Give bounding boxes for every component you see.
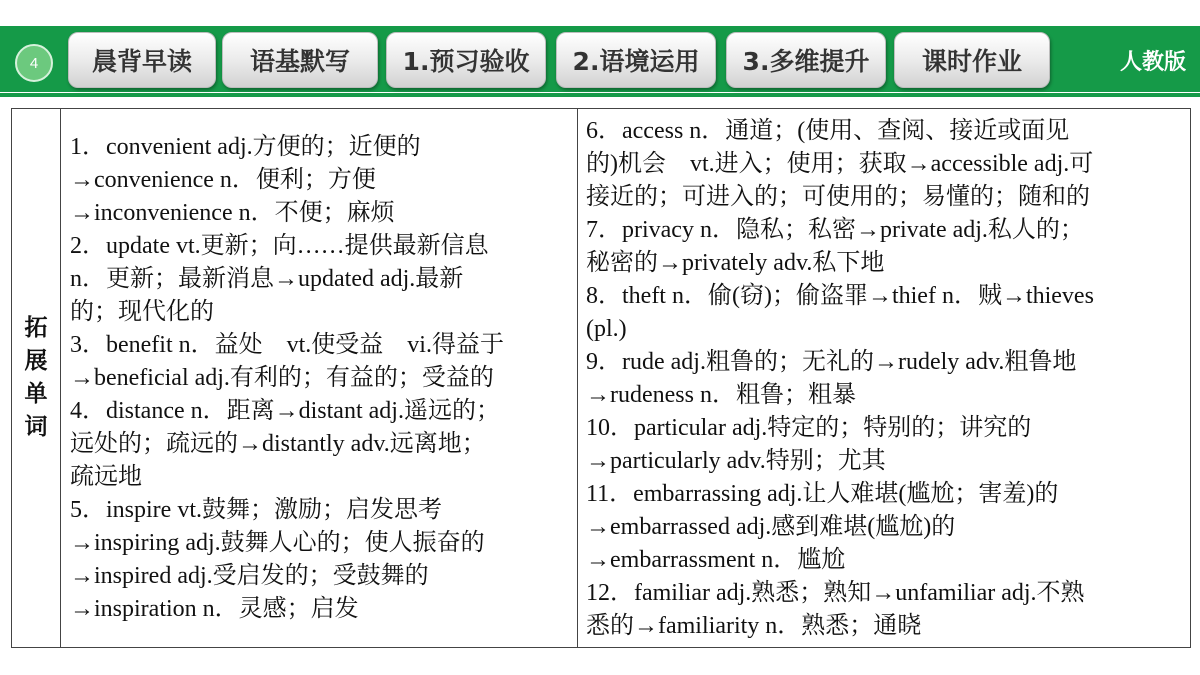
header-divider (0, 93, 1200, 97)
vocab-line: 1．convenient adj.方便的；近便的 (70, 134, 421, 160)
vocab-line: →inconvenience n．不便；麻烦 (70, 200, 395, 226)
vocab-column-left (60, 109, 578, 647)
tab-morning-reading[interactable]: 晨背早读 (68, 32, 216, 88)
vocab-line: 6．access n．通道；(使用、查阅、接近或面见 (586, 118, 1070, 144)
vocab-line: →inspired adj.受启发的；受鼓舞的 (70, 563, 429, 589)
vocab-line: 接近的；可进入的；可使用的；易懂的；随和的 (586, 184, 1090, 210)
vocab-line: 秘密的→privately adv.私下地 (586, 250, 885, 276)
vocab-line: 5．inspire vt.鼓舞；激励；启发思考 (70, 497, 442, 523)
vocab-line: 11．embarrassing adj.让人难堪(尴尬；害羞)的 (586, 481, 1059, 507)
tab-basic-dictation[interactable]: 语基默写 (222, 32, 378, 88)
vocab-line: 12．familiar adj.熟悉；熟知→unfamiliar adj.不熟 (586, 580, 1085, 606)
vocab-line: 2．update vt.更新；向……提供最新信息 (70, 233, 489, 259)
row-label-char: 单 (24, 381, 48, 407)
vocab-line: 的；现代化的 (70, 299, 214, 325)
vocab-line: (pl.) (586, 316, 627, 342)
vocab-line: 9．rude adj.粗鲁的；无礼的→rudely adv.粗鲁地 (586, 349, 1077, 375)
vocab-line: 疏远地 (70, 464, 142, 490)
vocab-line: →beneficial adj.有利的；有益的；受益的 (70, 365, 494, 391)
vocab-line: 8．theft n．偷(窃)；偷盗罪→thief n．贼→thieves (586, 283, 1094, 309)
tab-homework[interactable]: 课时作业 (894, 32, 1050, 88)
row-label-char: 词 (24, 414, 48, 440)
vocab-line: 悉的→familiarity n．熟悉；通晓 (586, 613, 922, 639)
vocab-line: →embarrassed adj.感到难堪(尴尬)的 (586, 514, 956, 540)
row-label (12, 109, 61, 647)
vocab-line: →rudeness n．粗鲁；粗暴 (586, 382, 856, 408)
vocab-line: 4．distance n．距离→distant adj.遥远的； (70, 398, 500, 424)
vocab-line: →convenience n．便利；方便 (70, 167, 376, 193)
row-label-char: 展 (24, 348, 48, 374)
vocab-line: →inspiring adj.鼓舞人心的；使人振奋的 (70, 530, 485, 556)
vocab-line: 3．benefit n．益处 vt.使受益 vi.得益于 (70, 332, 504, 358)
tab-preview-check[interactable]: 1.预习验收 (386, 32, 546, 88)
vocab-line: 7．privacy n．隐私；私密→private adj.私人的； (586, 217, 1084, 243)
vocab-line: 10．particular adj.特定的；特别的；讲究的 (586, 415, 1032, 441)
tab-context-use[interactable]: 2.语境运用 (556, 32, 716, 88)
page-number-badge: 4 (15, 44, 53, 82)
vocab-line: →inspiration n．灵感；启发 (70, 596, 359, 622)
vocab-line: 的)机会 vt.进入；使用；获取→accessible adj.可 (586, 151, 1094, 177)
vocab-line: →embarrassment n．尴尬 (586, 547, 846, 573)
edition-label: 人教版 (1119, 49, 1186, 75)
vocab-line: n．更新；最新消息→updated adj.最新 (70, 266, 464, 292)
vocab-column-right (578, 109, 1190, 647)
tab-multi-improve[interactable]: 3.多维提升 (726, 32, 886, 88)
row-label-char: 拓 (24, 315, 48, 341)
vocab-table (11, 108, 1191, 648)
vocab-line: →particularly adv.特别；尤其 (586, 448, 886, 474)
vocab-line: 远处的；疏远的→distantly adv.远离地； (70, 431, 486, 457)
